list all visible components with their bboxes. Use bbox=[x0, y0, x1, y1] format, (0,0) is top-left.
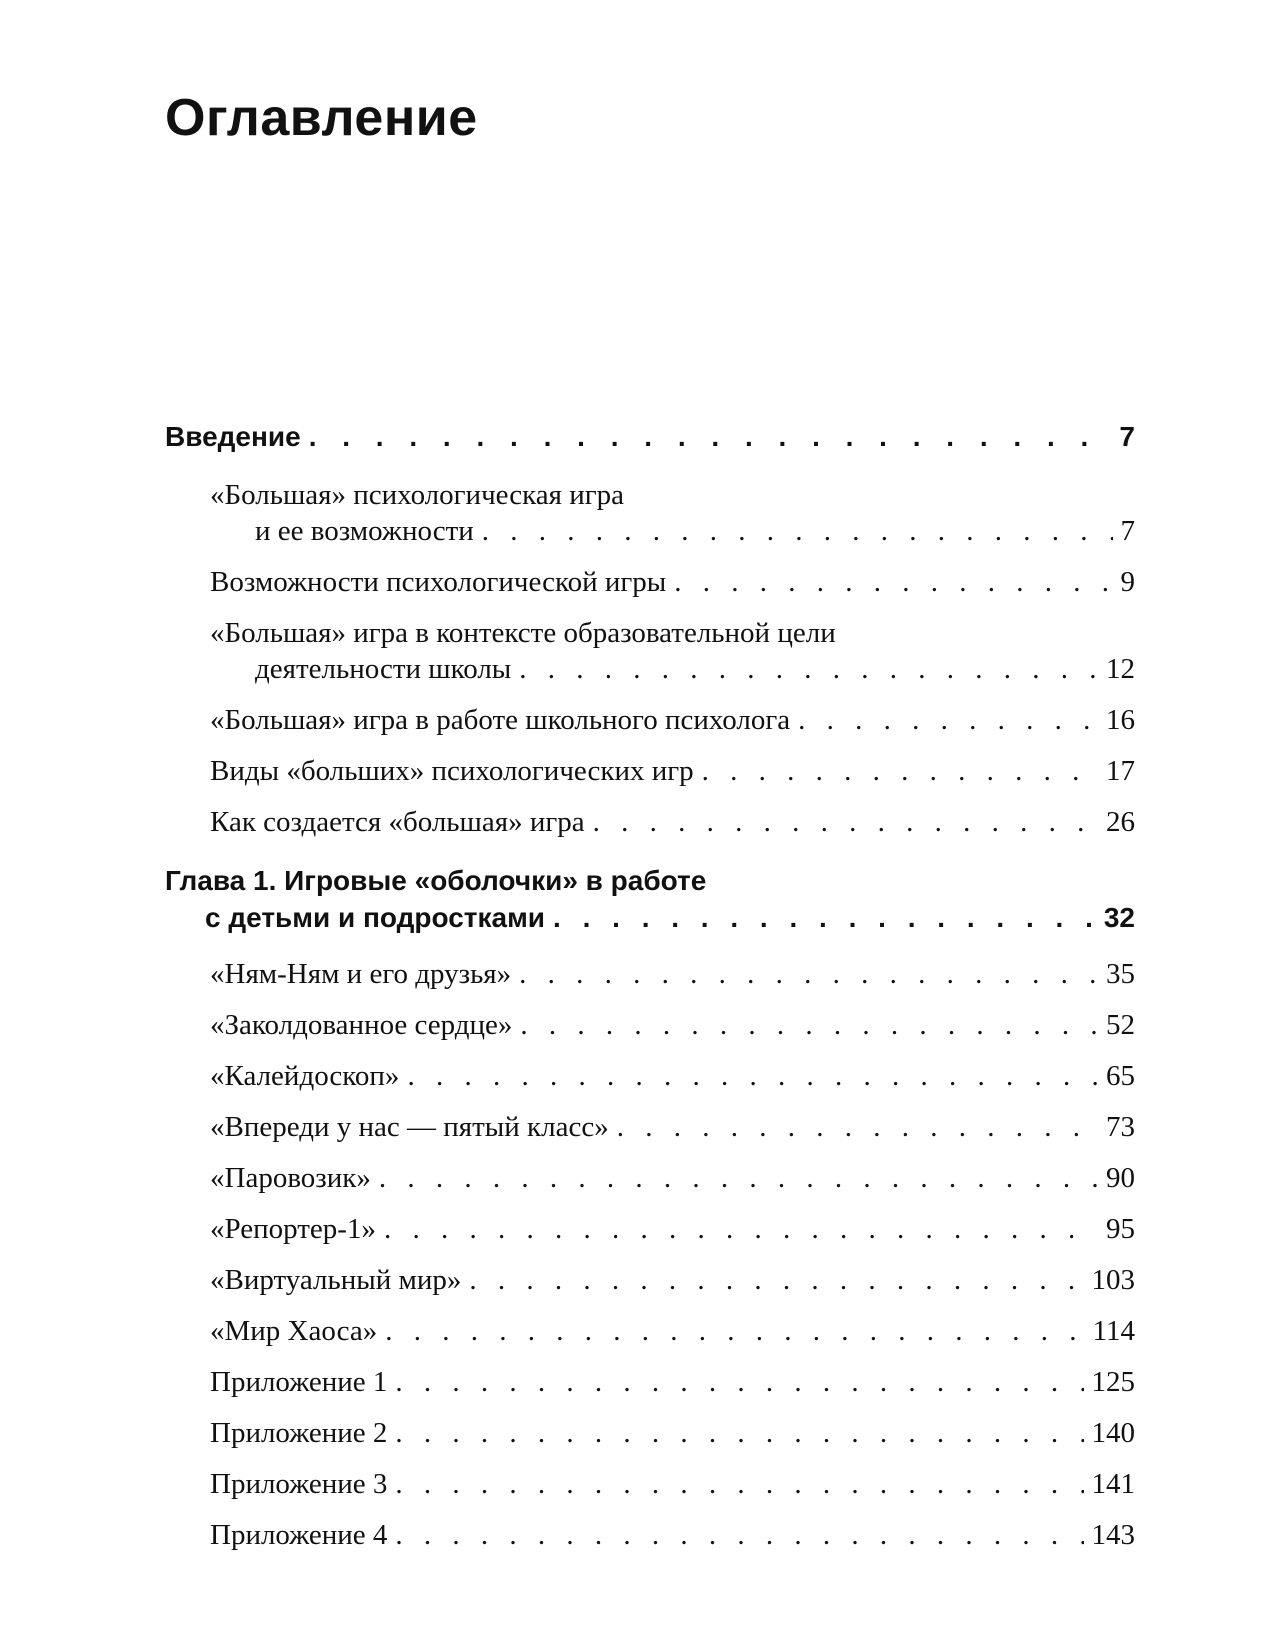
toc-entry-title: «Калейдоскоп» bbox=[210, 1060, 400, 1092]
toc-page-number: 90 bbox=[1106, 1162, 1135, 1194]
toc-entry-title: Возможности психологической игры bbox=[210, 566, 667, 598]
dot-leader bbox=[309, 418, 1112, 455]
toc-entry-title: «Большая» психологическая игра bbox=[210, 479, 625, 511]
toc-entry[interactable] bbox=[165, 1007, 1135, 1043]
toc-entry-title: Как создается «большая» игра bbox=[210, 806, 585, 838]
toc-entry-title: «Заколдованное сердце» bbox=[210, 1009, 513, 1041]
dot-leader bbox=[520, 1007, 1098, 1043]
dot-leader bbox=[519, 651, 1098, 687]
toc-page-number: 9 bbox=[1120, 566, 1135, 598]
toc-entry-title: Виды «больших» психологических игр bbox=[210, 755, 694, 787]
toc-page-number: 17 bbox=[1106, 755, 1135, 787]
toc-page-number: 16 bbox=[1106, 704, 1135, 736]
dot-leader bbox=[593, 804, 1098, 840]
dot-leader bbox=[519, 956, 1098, 992]
dot-leader bbox=[395, 1415, 1083, 1451]
toc-entry-title: Приложение 2 bbox=[210, 1417, 388, 1449]
toc-page-number: 7 bbox=[1119, 421, 1135, 452]
toc-entry[interactable] bbox=[165, 1415, 1135, 1451]
toc-section-introduction bbox=[165, 418, 1135, 455]
toc-page-number: 143 bbox=[1091, 1519, 1135, 1551]
toc-section-chapter-1[interactable] bbox=[165, 862, 1135, 936]
toc-entry[interactable] bbox=[165, 564, 1135, 600]
page-title: Оглавление bbox=[165, 89, 478, 147]
toc-entry-title-continued: деятельности школы bbox=[255, 653, 512, 685]
toc-page-number: 26 bbox=[1106, 806, 1135, 838]
dot-leader bbox=[617, 1109, 1098, 1145]
toc-entry-title: Приложение 4 bbox=[210, 1519, 388, 1551]
toc-page-number: 65 bbox=[1106, 1060, 1135, 1092]
toc-entry-title: Приложение 3 bbox=[210, 1468, 388, 1500]
toc-page-number: 140 bbox=[1091, 1417, 1135, 1449]
toc-page-number: 114 bbox=[1092, 1315, 1135, 1347]
toc-page-number: 52 bbox=[1106, 1009, 1135, 1041]
toc-entry[interactable] bbox=[165, 753, 1135, 789]
toc-page-number: 7 bbox=[1120, 515, 1135, 547]
toc-entry[interactable] bbox=[165, 1058, 1135, 1094]
toc-section-heading[interactable] bbox=[165, 418, 1135, 455]
toc-entry-title: «Паровозик» bbox=[210, 1162, 371, 1194]
toc-entry-title: «Мир Хаоса» bbox=[210, 1315, 378, 1347]
toc-entry[interactable] bbox=[165, 1364, 1135, 1400]
toc-page-number: 32 bbox=[1103, 902, 1135, 933]
toc-entry[interactable] bbox=[165, 1313, 1135, 1349]
dot-leader bbox=[482, 513, 1113, 549]
toc-entry[interactable] bbox=[165, 1160, 1135, 1196]
toc-page-number: 103 bbox=[1091, 1264, 1135, 1296]
dot-leader bbox=[379, 1160, 1098, 1196]
toc-entry-title: «Впереди у нас — пятый класс» bbox=[210, 1111, 609, 1143]
toc-entry-title: Приложение 1 bbox=[210, 1366, 388, 1398]
toc-section-title-continued: с детьми и подростками bbox=[205, 902, 546, 933]
toc-entry-title: «Виртуальный мир» bbox=[210, 1264, 462, 1296]
toc-entry-title: «Ням-Ням и его друзья» bbox=[210, 958, 512, 990]
dot-leader bbox=[469, 1262, 1083, 1298]
dot-leader bbox=[407, 1058, 1098, 1094]
toc-entry[interactable] bbox=[165, 477, 1135, 549]
toc-entry[interactable] bbox=[165, 1211, 1135, 1247]
toc-entry-title: «Большая» игра в контексте образовательной цели bbox=[210, 617, 836, 649]
dot-leader bbox=[395, 1517, 1083, 1553]
toc-entry-title: «Большая» игра в работе школьного психолога bbox=[210, 704, 791, 736]
toc-page-number: 141 bbox=[1091, 1468, 1135, 1500]
dot-leader bbox=[553, 899, 1096, 936]
toc-entry[interactable] bbox=[165, 1109, 1135, 1145]
toc-entry[interactable] bbox=[165, 804, 1135, 840]
dot-leader bbox=[674, 564, 1112, 600]
dot-leader bbox=[702, 753, 1098, 789]
toc-entry[interactable] bbox=[165, 1517, 1135, 1553]
dot-leader bbox=[385, 1313, 1084, 1349]
dot-leader bbox=[798, 702, 1098, 738]
toc-page-number: 73 bbox=[1106, 1111, 1135, 1143]
toc-page-number: 125 bbox=[1091, 1366, 1135, 1398]
toc-entry[interactable] bbox=[165, 1262, 1135, 1298]
toc-entry-title-continued: и ее возможности bbox=[255, 515, 474, 547]
toc-entry[interactable] bbox=[165, 702, 1135, 738]
toc-entry-title: «Репортер-1» bbox=[210, 1213, 376, 1245]
toc-page-number: 95 bbox=[1106, 1213, 1135, 1245]
toc-page-number: 35 bbox=[1106, 958, 1135, 990]
table-of-contents bbox=[165, 418, 1135, 1568]
dot-leader bbox=[395, 1364, 1083, 1400]
toc-entry[interactable] bbox=[165, 615, 1135, 687]
toc-section-title: Введение bbox=[165, 421, 301, 452]
toc-page-number: 12 bbox=[1106, 653, 1135, 685]
dot-leader bbox=[384, 1211, 1098, 1247]
toc-section-title: Глава 1. Игровые «оболочки» в работе bbox=[165, 865, 707, 896]
dot-leader bbox=[395, 1466, 1083, 1502]
toc-entry[interactable] bbox=[165, 1466, 1135, 1502]
toc-entry[interactable] bbox=[165, 956, 1135, 992]
